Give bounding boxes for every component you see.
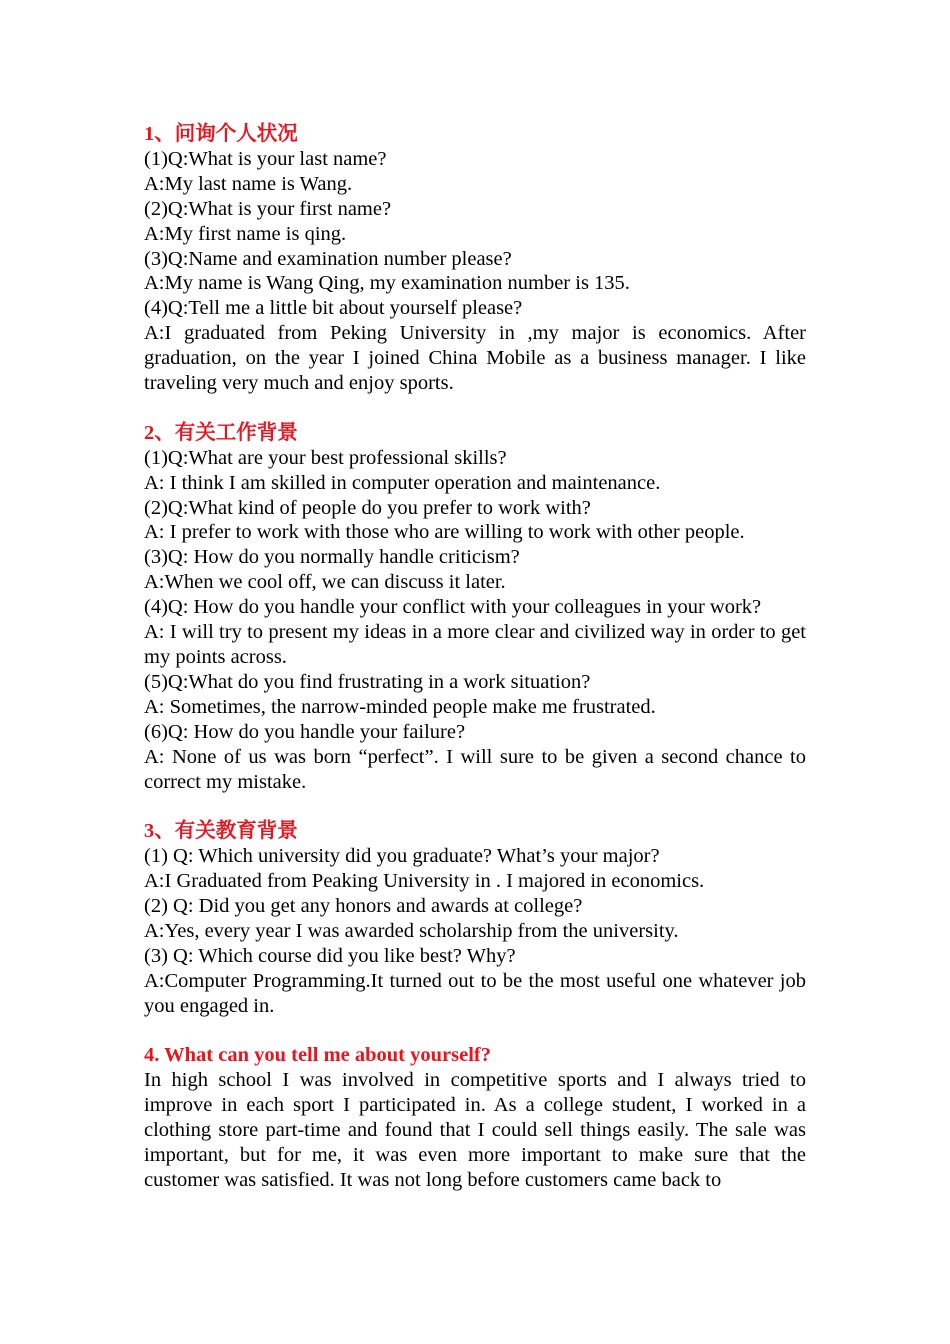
question-line: (1) Q: Which university did you graduate? What’s your major? xyxy=(144,845,660,868)
answer-line: A:I Graduated from Peaking University in . I majored in economics. xyxy=(144,870,705,893)
question-line: (1)Q:What are your best professional skills? xyxy=(144,446,507,469)
section-heading: 2、有关工作背景 xyxy=(144,421,298,444)
answer-paragraph: A: I will try to present my ideas in a more clear and civilized way in order to get my points across. xyxy=(144,621,806,669)
question-line: (5)Q:What do you find frustrating in a work situation? xyxy=(144,670,591,693)
answer-paragraph: A:I graduated from Peking University in ,my major is economics. After graduation, on the year I joined China Mobile as a business manager. I like traveling very much and enjoy sports. xyxy=(144,322,806,395)
section-heading: 3、有关教育背景 xyxy=(144,820,298,843)
question-line: (3)Q: How do you normally handle criticism? xyxy=(144,546,520,569)
answer-line: A:My name is Wang Qing, my examination number is 135. xyxy=(144,272,630,295)
answer-line: A: I prefer to work with those who are willing to work with other people. xyxy=(144,521,745,544)
question-line: (2)Q:What kind of people do you prefer to work with? xyxy=(144,496,591,519)
question-line: (4)Q:Tell me a little bit about yourself please? xyxy=(144,297,523,320)
answer-line: A:My last name is Wang. xyxy=(144,172,353,195)
section-about-yourself xyxy=(144,1043,806,1192)
question-line: (2) Q: Did you get any honors and awards at college? xyxy=(144,895,583,918)
answer-line: A:My first name is qing. xyxy=(144,222,347,245)
document-page xyxy=(144,122,806,1218)
answer-paragraph: In high school I was involved in competitive sports and I always tried to improve in each sport I participated in. As a college student, I worked in a clothing store part-time and found that I could sell things easily. The sale was important, but for me, it was even more important to make sure that the customer was satisfied. It was not long before customers came back to xyxy=(144,1069,806,1192)
question-paragraph: (4)Q: How do you handle your conflict with your colleagues in your work? xyxy=(144,596,762,619)
question-line: (3) Q: Which course did you like best? Why? xyxy=(144,944,516,967)
answer-line: A:Yes, every year I was awarded scholarship from the university. xyxy=(144,919,679,942)
section-education-background xyxy=(144,819,806,1018)
question-line: (2)Q:What is your first name? xyxy=(144,197,392,220)
answer-paragraph: A: None of us was born “perfect”. I will sure to be given a second chance to correct my mistake. xyxy=(144,745,806,793)
section-heading: 1、问询个人状况 xyxy=(144,123,298,145)
answer-line: A: I think I am skilled in computer operation and maintenance. xyxy=(144,471,661,494)
question-line: (6)Q: How do you handle your failure? xyxy=(144,720,466,743)
answer-paragraph: A:Computer Programming.It turned out to be the most useful one whatever job you engaged in. xyxy=(144,969,806,1017)
section-work-background xyxy=(144,421,806,795)
section-heading: 4. What can you tell me about yourself? xyxy=(144,1044,491,1067)
answer-line: A: Sometimes, the narrow-minded people make me frustrated. xyxy=(144,695,656,718)
question-line: (1)Q:What is your last name? xyxy=(144,147,387,170)
answer-line: A:When we cool off, we can discuss it later. xyxy=(144,571,506,594)
section-personal-info xyxy=(144,122,806,396)
question-line: (3)Q:Name and examination number please? xyxy=(144,247,512,270)
